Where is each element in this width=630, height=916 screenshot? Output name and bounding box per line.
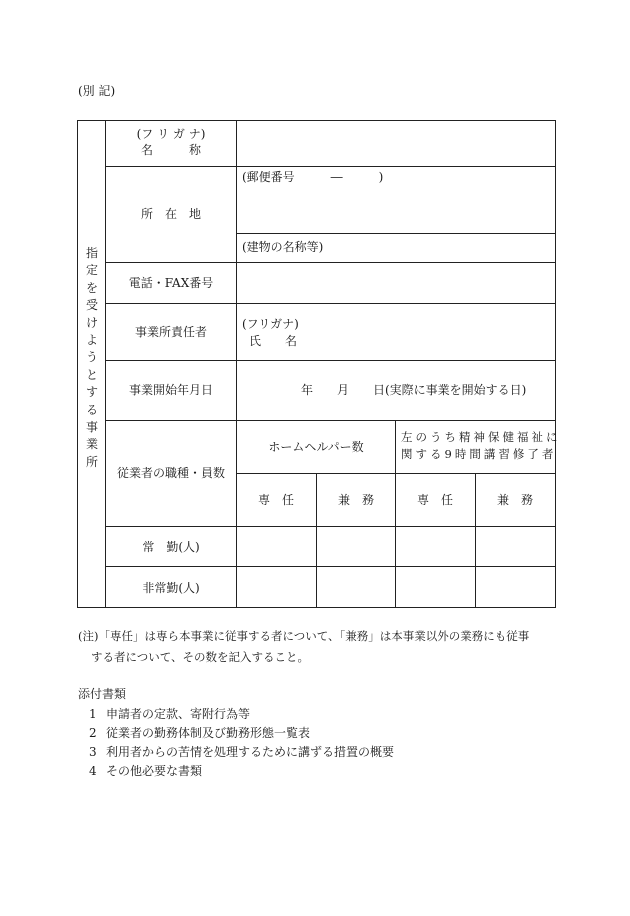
row-separator (105, 303, 556, 304)
attachments-title: 添付書類 (78, 687, 127, 701)
row-separator (236, 473, 556, 474)
subcol-concurrent-1: 兼 務 (337, 493, 375, 507)
parttime-cell[interactable] (477, 568, 554, 606)
manager-furigana-label: (フリガナ) (242, 317, 299, 331)
parttime-cell[interactable] (397, 568, 474, 606)
row-separator (105, 526, 556, 527)
building-name-label: (建物の名称等) (242, 240, 324, 254)
attachment-number: 1 (89, 707, 97, 721)
parttime-cell[interactable] (238, 568, 315, 606)
address-label: 所 在 地 (140, 207, 202, 221)
manager-label: 事業所責任者 (134, 325, 208, 339)
attachment-item: 従業者の勤務体制及び勤務形態一覧表 (106, 726, 311, 740)
name-input-cell[interactable] (238, 122, 554, 165)
attachment-item: 利用者からの苦情を処理するために講ずる措置の概要 (106, 745, 395, 759)
attachment-item: 申請者の定款、寄附行為等 (106, 707, 251, 721)
fulltime-cell[interactable] (238, 528, 315, 565)
staff-group-divider (395, 420, 396, 608)
staff-subcol-divider (316, 473, 317, 608)
address-input-cell[interactable] (238, 186, 554, 232)
label-column-divider (236, 120, 237, 608)
row-separator (105, 420, 556, 421)
staff-subcol-divider (475, 473, 476, 608)
row-separator (105, 360, 556, 361)
note-line-1: (注)「専任」は専ら本事業に従事する者について、「兼務」は本事業以外の業務にも従事 (78, 629, 530, 643)
row-separator (236, 233, 556, 234)
attachment-number: 3 (89, 745, 97, 759)
subcol-fulltime-1: 専 任 (257, 493, 295, 507)
mental-health-header-line2: 関する9時間講習修了者 (401, 447, 557, 461)
row-separator (105, 166, 556, 167)
page-heading: (別 記) (78, 84, 116, 98)
subcol-concurrent-2: 兼 務 (496, 493, 534, 507)
fulltime-cell[interactable] (318, 528, 394, 565)
parttime-cell[interactable] (318, 568, 394, 606)
postal-code-label: (郵便番号 ― ) (242, 170, 384, 184)
attachment-number: 2 (89, 726, 97, 740)
name-label: 名 称 (140, 143, 202, 157)
side-column-divider (105, 120, 106, 608)
start-date-value: 年 月 日(実際に事業を開始する日) (301, 383, 527, 397)
phone-fax-label: 電話・FAX番号 (128, 276, 214, 290)
home-helper-count-header: ホームヘルパー数 (268, 440, 364, 454)
phone-fax-input-cell[interactable] (238, 264, 554, 302)
side-label-vertical: 指定を受けようとする事業所 (85, 246, 98, 469)
subcol-fulltime-2: 専 任 (416, 493, 454, 507)
fulltime-cell[interactable] (397, 528, 474, 565)
attachment-item: その他必要な書類 (106, 764, 203, 778)
row-separator (105, 566, 556, 567)
note-line-2: する者について、その数を記入すること。 (91, 650, 310, 664)
staff-label: 従業者の職種・員数 (116, 466, 226, 480)
table-border-left (77, 120, 78, 608)
parttime-row-label: 非常勤(人) (142, 581, 200, 595)
row-separator (105, 262, 556, 263)
table-border-top (77, 120, 556, 121)
table-border-right (555, 120, 556, 608)
fulltime-cell[interactable] (477, 528, 554, 565)
name-furigana-label: (フ リ ガ ナ) (136, 127, 206, 141)
manager-name-label: 氏 名 (249, 334, 298, 348)
attachment-number: 4 (89, 764, 97, 778)
start-date-label: 事業開始年月日 (128, 383, 214, 397)
fulltime-row-label: 常 勤(人) (142, 540, 200, 554)
mental-health-header-line1: 左のうち精神保健福祉に (401, 430, 561, 444)
